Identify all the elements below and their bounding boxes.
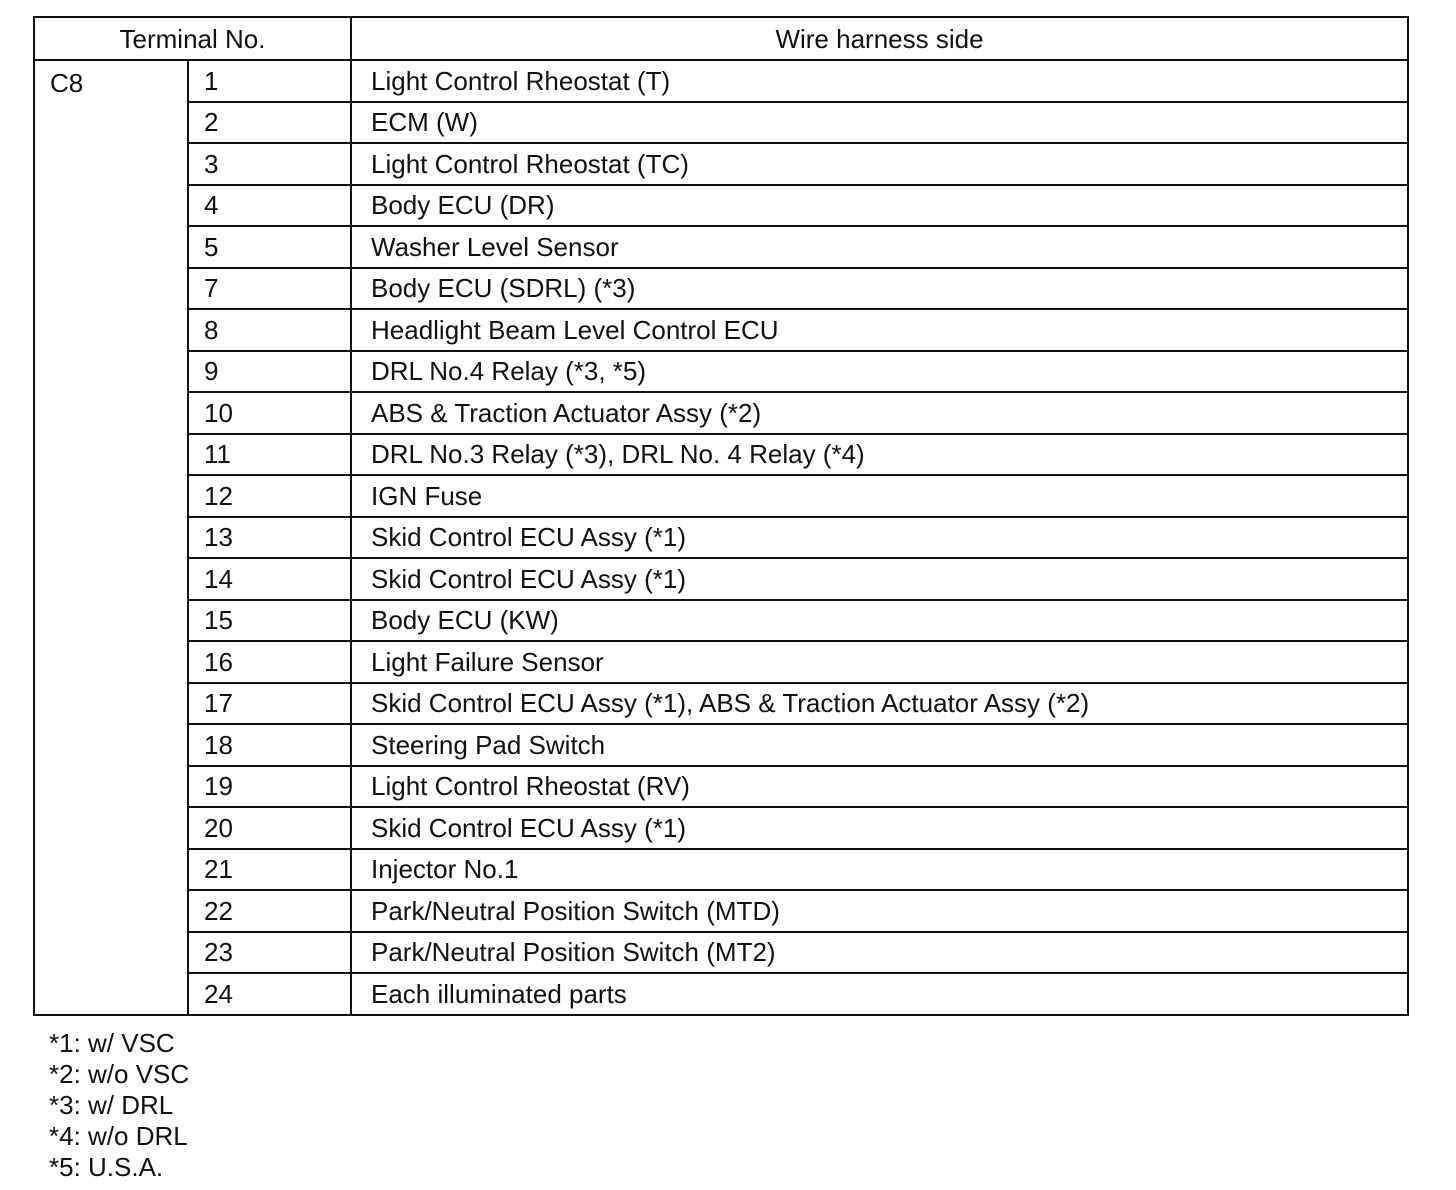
footnote: *1: w/ VSC — [49, 1028, 175, 1058]
table-row — [34, 890, 1408, 932]
table-row — [34, 226, 1408, 268]
wire-harness-cell: Washer Level Sensor — [351, 226, 1408, 268]
terminal-number-cell: 23 — [188, 932, 351, 974]
terminal-number-cell: 22 — [188, 890, 351, 932]
wire-harness-cell: Body ECU (KW) — [351, 600, 1408, 642]
terminal-number-cell: 7 — [188, 268, 351, 310]
table-row — [34, 309, 1408, 351]
terminal-table — [33, 16, 1409, 1016]
terminal-number-cell: 11 — [188, 434, 351, 476]
wire-harness-cell: ECM (W) — [351, 102, 1408, 144]
terminal-number-cell: 17 — [188, 683, 351, 725]
footnotes — [49, 1028, 189, 1183]
terminal-number-cell: 13 — [188, 517, 351, 559]
wire-harness-cell: Each illuminated parts — [351, 973, 1408, 1015]
table-row — [34, 475, 1408, 517]
table-row — [34, 600, 1408, 642]
wire-harness-cell: Light Control Rheostat (TC) — [351, 143, 1408, 185]
wire-harness-cell: Body ECU (DR) — [351, 185, 1408, 227]
wire-harness-cell: Park/Neutral Position Switch (MTD) — [351, 890, 1408, 932]
table-row — [34, 60, 1408, 102]
wire-harness-cell: Skid Control ECU Assy (*1), ABS & Traction Actuator Assy (*2) — [351, 683, 1408, 725]
table-row — [34, 932, 1408, 974]
table-row — [34, 849, 1408, 891]
wire-harness-cell: Skid Control ECU Assy (*1) — [351, 558, 1408, 600]
terminal-number-cell: 9 — [188, 351, 351, 393]
table-row — [34, 434, 1408, 476]
wire-harness-cell: Body ECU (SDRL) (*3) — [351, 268, 1408, 310]
footnote: *4: w/o DRL — [49, 1121, 188, 1151]
terminal-number-cell: 5 — [188, 226, 351, 268]
table-row — [34, 351, 1408, 393]
terminal-number-cell: 18 — [188, 724, 351, 766]
table-row — [34, 766, 1408, 808]
terminal-number-cell: 10 — [188, 392, 351, 434]
footnote: *3: w/ DRL — [49, 1090, 174, 1120]
terminal-number-cell: 20 — [188, 807, 351, 849]
table-row — [34, 724, 1408, 766]
terminal-number-cell: 21 — [188, 849, 351, 891]
wire-harness-cell: Injector No.1 — [351, 849, 1408, 891]
terminal-number-cell: 15 — [188, 600, 351, 642]
wire-harness-cell: ABS & Traction Actuator Assy (*2) — [351, 392, 1408, 434]
terminal-number-cell: 4 — [188, 185, 351, 227]
table-row — [34, 143, 1408, 185]
terminal-number-cell: 1 — [188, 60, 351, 102]
wire-harness-cell: Light Control Rheostat (T) — [351, 60, 1408, 102]
terminal-number-cell: 14 — [188, 558, 351, 600]
wire-harness-cell: Skid Control ECU Assy (*1) — [351, 517, 1408, 559]
connector-cell: C8 — [34, 60, 188, 1015]
wire-harness-cell: Skid Control ECU Assy (*1) — [351, 807, 1408, 849]
terminal-number-cell: 12 — [188, 475, 351, 517]
table-row — [34, 392, 1408, 434]
wire-harness-cell: Park/Neutral Position Switch (MT2) — [351, 932, 1408, 974]
terminal-number-cell: 16 — [188, 641, 351, 683]
footnote: *2: w/o VSC — [49, 1059, 190, 1089]
table-row — [34, 973, 1408, 1015]
table-body — [34, 60, 1408, 1015]
table-row — [34, 268, 1408, 310]
header-wire-harness-side: Wire harness side — [351, 17, 1408, 60]
wire-harness-cell: DRL No.3 Relay (*3), DRL No. 4 Relay (*4) — [351, 434, 1408, 476]
table-row — [34, 517, 1408, 559]
wire-harness-cell: Headlight Beam Level Control ECU — [351, 309, 1408, 351]
wire-harness-cell: IGN Fuse — [351, 475, 1408, 517]
table-row — [34, 641, 1408, 683]
wire-harness-cell: Light Control Rheostat (RV) — [351, 766, 1408, 808]
terminal-number-cell: 19 — [188, 766, 351, 808]
header-terminal-no: Terminal No. — [34, 17, 351, 60]
wire-harness-cell: DRL No.4 Relay (*3, *5) — [351, 351, 1408, 393]
table-row — [34, 558, 1408, 600]
terminal-number-cell: 24 — [188, 973, 351, 1015]
wire-harness-cell: Light Failure Sensor — [351, 641, 1408, 683]
table-row — [34, 102, 1408, 144]
terminal-number-cell: 2 — [188, 102, 351, 144]
table-row — [34, 683, 1408, 725]
table-header-row — [34, 17, 1408, 60]
table-row — [34, 807, 1408, 849]
table-row — [34, 185, 1408, 227]
terminal-number-cell: 8 — [188, 309, 351, 351]
footnote: *5: U.S.A. — [49, 1152, 164, 1182]
wire-harness-cell: Steering Pad Switch — [351, 724, 1408, 766]
terminal-number-cell: 3 — [188, 143, 351, 185]
